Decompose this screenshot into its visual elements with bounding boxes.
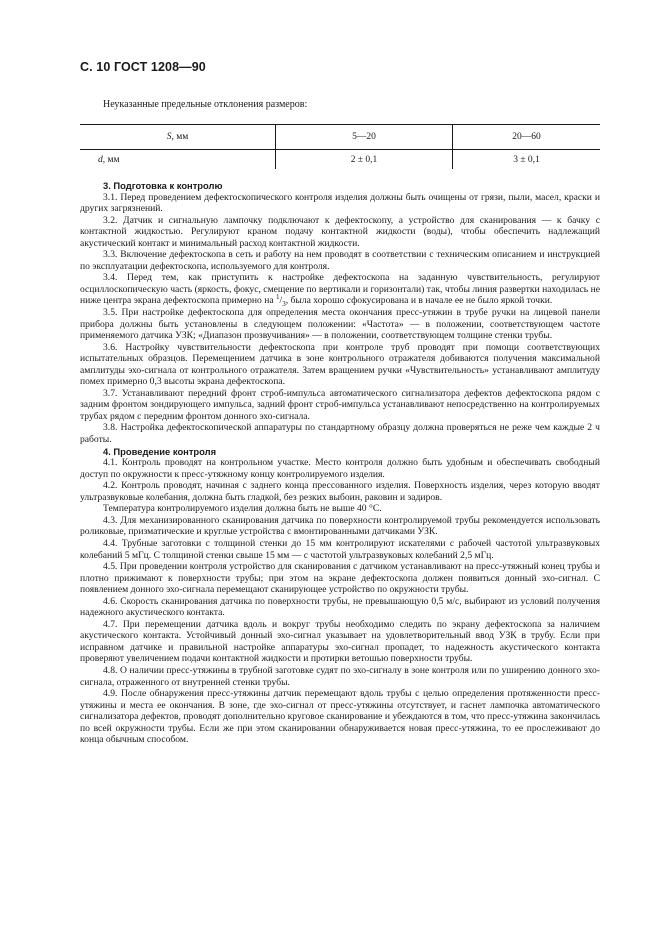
table-header-cell: 20—60 [453,125,601,150]
table-header-cell: 5—20 [276,125,453,150]
paragraph: 4.3. Для механизированного сканирования датчика по поверхности контролируемой трубы рекомендуется использовать роликовые, призматические и круглые устройства с вмонтированными датчиками УЗК. [80,514,600,538]
table-cell: d, мм [80,150,276,170]
table-row [80,125,600,150]
table-header-cell: S, мм [80,125,276,150]
paragraph: 3.7. Устанавливают передний фронт строб-импульса автоматического сигнализатора дефектов дефектоскопа рядом с задним фронтом зондирующего импульса, задний фронт строб-импульса устанавливают непосредственно на контролируемых трубах рядом с передним фронтом донного эхо-сигнала. [80,387,600,422]
paragraph: 4.6. Скорость сканирования датчика по поверхности трубы, не превышающую 0,5 м/с, выбирают из условий получения надежного акустического контакта. [80,595,600,619]
table-cell: 2 ± 0,1 [276,150,453,170]
section-heading: 4. Проведение контроля [103,445,217,457]
paragraph: 4.5. При проведении контроля устройство для сканирования с датчиком устанавливают на пресс-утяжный конец трубы и плотно прижимают к поверхности трубы; при этом на экране дефектоскопа должен появиться донный эхо-сигнал. С появлением донного эхо-сигнала перемещают сканирующее устройство по окружности трубы. [80,561,600,596]
paragraph: 4.7. При перемещении датчика вдоль и вокруг трубы необходимо следить по экрану дефектоскопа за наличием акустического контакта. Устойчивый донный эхо-сигнал указывает на удовлетворительный ввод УЗК в трубу. Если при исправном датчике и правильной настройке аппаратуры эхо-сигнал пропадет, то надежность акустического контакта проверяют увеличением подачи контактной жидкости и протирки ветошью поверхности трубы. [80,618,600,665]
document-body [80,180,600,746]
table-row [80,150,600,170]
paragraph: 4.9. После обнаружения пресс-утяжины датчик перемещают вдоль трубы с целью определения протяженности пресс-утяжины и места ее окончания. В зоне, где эхо-сигнал от пресс-утяжины отсутствует, и гаснет лампочка автоматического сигнализатора дефектов, проводят дополнительно круговое сканирование и убеждаются в том, что пресс-утяжина закончилась по всей окружности трубы. Если же при этом сканировании обнаруживается новая пресс-утяжина, то ее прослеживают до конца обычным способом. [80,688,600,746]
section-heading: 3. Подготовка к контролю [103,180,223,191]
page-header: С. 10 ГОСТ 1208—90 [80,60,206,74]
paragraph: 4.2. Контроль проводят, начиная с заднего конца прессованного изделия. Поверхность изделия, через которую вводят ультразвуковые колебания, должна быть гладкой, без резких выбоин, раковин и задиров. [80,480,600,503]
paragraph: 3.4. Перед тем, как приступить к настройке дефектоскопа на заданную чувствительность, регулируют осциллоскопическую часть (яркость, фокус, смещение по вертикали и горизонтали) так, чтобы линия развертки находилась не ниже центра экрана дефектоскопа примерно на $^1/_3$, была хорошо сфокусирована и в начале ее не было яркой точки. [80,272,600,309]
paragraph: 4.8. О наличии пресс-утяжины в трубной заготовке судят по эхо-сигналу в зоне контроля или по уширению донного эхо-сигнала, отраженного от внутренней стенки трубы. [80,664,600,688]
paragraph: 3.5. При настройке дефектоскопа для определения места окончания пресс-утяжин в трубе ручки на лицевой панели прибора должны быть установлены в следующем положении: «Частота» — в положении, соответствующем частоте применяемого датчика УЗК; «Диапазон прозвучивания» — в положении, соответствующем толщине стенки трубы. [80,307,600,342]
paragraph: 4.1. Контроль проводят на контрольном участке. Место контроля должно быть удобным и обеспечивать свободный доступ по окружности к пресс-утяжному концу контролируемого изделия. [80,457,600,480]
paragraph: 4.4. Трубные заготовки с толщиной стенки до 15 мм контролируют искателями с рабочей частотой ультразвуковых колебаний 5 мГц. С толщиной стенки свыше 15 мм — с частотой ультразвуковых колебаний 2,5 мГц. [80,537,600,561]
tolerance-table [80,124,600,169]
tolerance-intro: Неуказанные предельные отклонения размеров: [103,99,308,110]
paragraph: 3.6. Настройку чувствительности дефектоскопа при контроле труб проводят при помощи соответствующих испытательных образцов. Перемещением датчика в зоне контрольного отражателя добиваются получения максимальной амплитуды эхо-сигнала от контрольного отражателя. Затем вращением ручки «Чувствительность» устанавливают амплитуду помех примерно 0,3 высоты экрана дефектоскопа. [80,341,600,388]
paragraph: 3.8. Настройка дефектоскопической аппаратуры по стандартному образцу должна проверяться не реже чем каждые 2 ч работы. [80,422,600,446]
paragraph: 3.3. Включение дефектоскопа в сеть и работу на нем проводят в соответствии с техническим описанием и инструкцией по эксплуатации дефектоскопа, используемого для контроля. [80,249,600,272]
paragraph: Температура контролируемого изделия должна быть не выше 40 °С. [103,503,382,515]
table-cell: 3 ± 0,1 [453,150,601,170]
paragraph: 3.1. Перед проведением дефектоскопического контроля изделия должны быть очищены от грязи, пыли, масел, краски и других загрязнений. [80,191,600,215]
paragraph: 3.2. Датчик и сигнальную лампочку подключают к дефектоскопу, а устройство для сканирования — к бачку с контактной жидкостью. Регулируют краном подачу контактной жидкости (воды), чтобы обеспечить надлежащий акустический контакт и минимальный расход контактной жидкости. [80,214,600,249]
